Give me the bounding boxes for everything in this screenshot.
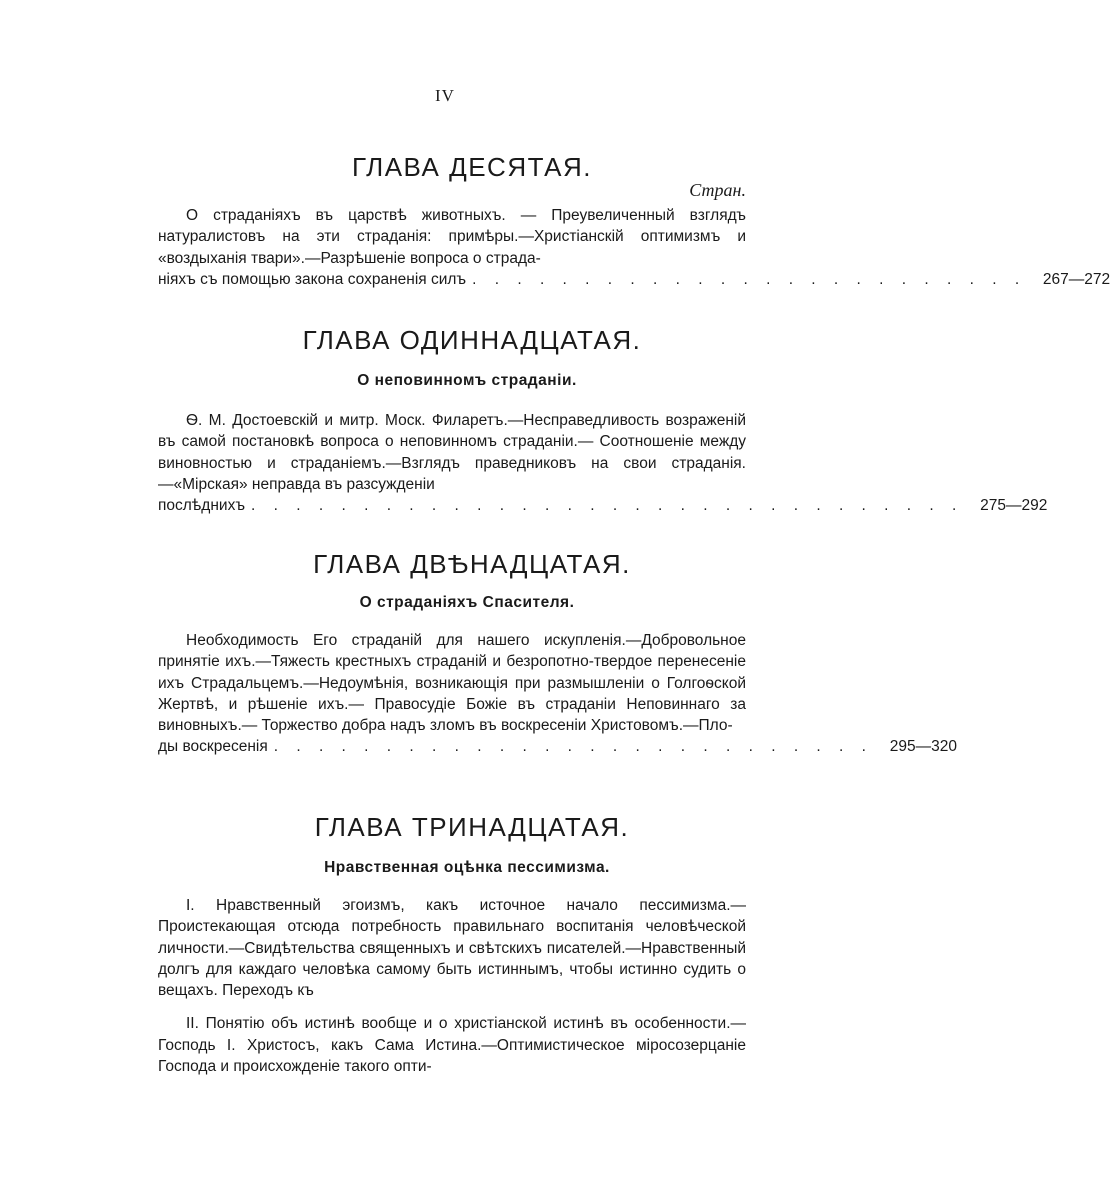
- dot-leader: . . . . . . . . . . . . . . . . . . . . . . . . . . .: [273, 738, 873, 756]
- chapter-12-text: Необходимость Его страданій для нашего искупленія.—Добровольное принятіе ихъ.—Тяжесть крестныхъ страданій и безропотно-твердое перенесеніе ихъ Страдальцемъ.—Недоумѣнія, возникающія при размышленіи о Голгоѳской Жертвѣ, и рѣшеніе ихъ.— Правосудіе Божіе въ страданіи Неповиннаго за виновныхъ.— Торжество добра надъ зломъ въ воскресеніи Христовомъ.—Пло-: [158, 632, 746, 735]
- chapter-13-paragraph-1: [158, 895, 746, 1001]
- chapter-12-summary: [158, 630, 746, 736]
- chapter-13-paragraph-2: [158, 1013, 746, 1077]
- chapter-12-title: ГЛАВА ДВѢНАДЦАТАЯ.: [313, 549, 631, 579]
- dot-leader: . . . . . . . . . . . . . . . . . . . . . . . . . . . . . . . .: [251, 497, 964, 515]
- chapter-11-text: Ѳ. М. Достоевскій и митр. Моск. Филаретъ.—Несправедливость возраженій въ самой постановкѣ вопроса о неповинномъ страданіи.— Соотношеніе между виновностью и страданіемъ.—Взглядъ праведниковъ на свои страданія.—«Мірская» неправда въ разсужденіи: [158, 412, 746, 493]
- chapter-10-pages: 267—272: [1042, 270, 1110, 288]
- chapter-11: [158, 325, 1048, 516]
- page-number: IV: [435, 86, 455, 105]
- chapter-11-last-line: [158, 495, 1048, 516]
- chapter-13: [158, 812, 746, 1077]
- chapter-13-para1-text: I. Нравственный эгоизмъ, какъ источное начало пессимизма.— Проистекающая отсюда потребность правильнаго воспитанія человѣческой личности.—Свидѣтельства священныхъ и свѣтскихъ писателей.—Нравственный долгъ для каждаго человѣка самому быть истиннымъ, чтобы истинно судить о вещахъ. Переходъ къ: [158, 897, 746, 1000]
- chapter-10-text: О страданіяхъ въ царствѣ животныхъ. — Преувеличенный взглядъ натуралистовъ на эти страданія: примѣры.—Христіанскій оптимизмъ и «воздыханія твари».—Разрѣшеніе вопроса о страда-: [158, 207, 746, 267]
- chapter-11-pages: 275—292: [980, 497, 1048, 515]
- chapter-11-last-text: послѣднихъ: [158, 497, 246, 515]
- chapter-12-subtitle: О страданіяхъ Спасителя.: [359, 594, 575, 611]
- chapter-12: [158, 549, 957, 758]
- chapter-10: [158, 152, 1110, 290]
- chapter-13-para2-text: II. Понятію объ истинѣ вообще и о христіанской истинѣ въ особенности.—Господь I. Христосъ, какъ Сама Истина.—Оптимистическое міросозерцаніе Господа и происхожденіе такого опти-: [158, 1015, 746, 1076]
- pages-column-label: Стран.: [689, 180, 746, 200]
- chapter-12-last-text: ды воскресенія: [158, 738, 268, 756]
- chapter-10-title: ГЛАВА ДЕСЯТАЯ.: [352, 152, 592, 182]
- chapter-11-summary: [158, 410, 746, 495]
- chapter-10-summary: [158, 205, 746, 269]
- chapter-12-pages: 295—320: [889, 738, 957, 756]
- dot-leader: . . . . . . . . . . . . . . . . . . . . . . . . .: [472, 270, 1027, 288]
- chapter-11-title: ГЛАВА ОДИННАДЦАТАЯ.: [302, 325, 642, 355]
- chapter-10-last-line: [158, 269, 1110, 290]
- chapter-10-last-text: ніяхъ съ помощью закона сохраненія силъ: [158, 270, 467, 288]
- chapter-11-subtitle: О неповинномъ страданіи.: [357, 372, 577, 389]
- chapter-13-subtitle: Нравственная оцѣнка пессимизма.: [324, 859, 610, 876]
- chapter-12-last-line: [158, 736, 957, 757]
- chapter-13-title: ГЛАВА ТРИНАДЦАТАЯ.: [314, 812, 630, 842]
